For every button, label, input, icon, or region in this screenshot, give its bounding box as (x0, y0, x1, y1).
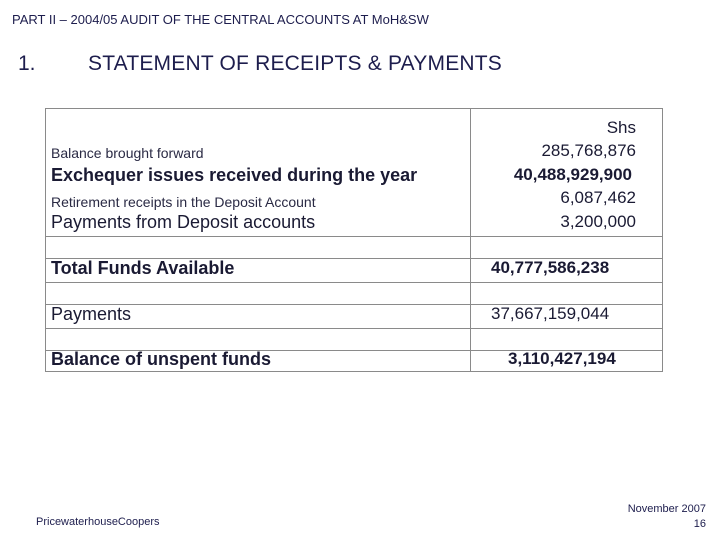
section-number: 1. (18, 52, 36, 75)
row-label-balance-brought-forward: Balance brought forward (51, 145, 204, 161)
footer-date-page (628, 502, 706, 532)
payments-label: Payments (51, 304, 132, 324)
total-funds-value: 40,777,586,238 (491, 258, 610, 277)
row-label-payments-from-deposit: Payments from Deposit accounts (51, 212, 316, 232)
row-label-retirement-receipts: Retirement receipts in the Deposit Account (51, 194, 316, 210)
row-value-balance-brought-forward: 285,768,876 (541, 141, 636, 160)
row-value-payments-from-deposit: 3,200,000 (560, 212, 636, 231)
balance-unspent-label: Balance of unspent funds (51, 349, 272, 369)
row-divider (46, 328, 662, 329)
total-funds-label: Total Funds Available (51, 258, 235, 278)
page-header: PART II – 2004/05 AUDIT OF THE CENTRAL ACCOUNTS AT MoH&SW (12, 12, 429, 27)
section-title: STATEMENT OF RECEIPTS & PAYMENTS (88, 52, 503, 75)
footer-date: November 2007 (627, 503, 706, 515)
currency-label: Shs (606, 118, 636, 137)
page-number: 16 (693, 518, 706, 530)
balance-unspent-value: 3,110,427,194 (508, 349, 616, 368)
row-value-retirement-receipts: 6,087,462 (560, 188, 636, 207)
footer-company: PricewaterhouseCoopers (36, 516, 160, 528)
row-label-exchequer-issues: Exchequer issues received during the year (51, 165, 418, 185)
column-divider (470, 109, 471, 371)
payments-value: 37,667,159,044 (491, 304, 610, 323)
row-divider (46, 236, 662, 237)
row-divider (46, 282, 662, 283)
row-value-exchequer-issues: 40,488,929,900 (513, 165, 632, 184)
